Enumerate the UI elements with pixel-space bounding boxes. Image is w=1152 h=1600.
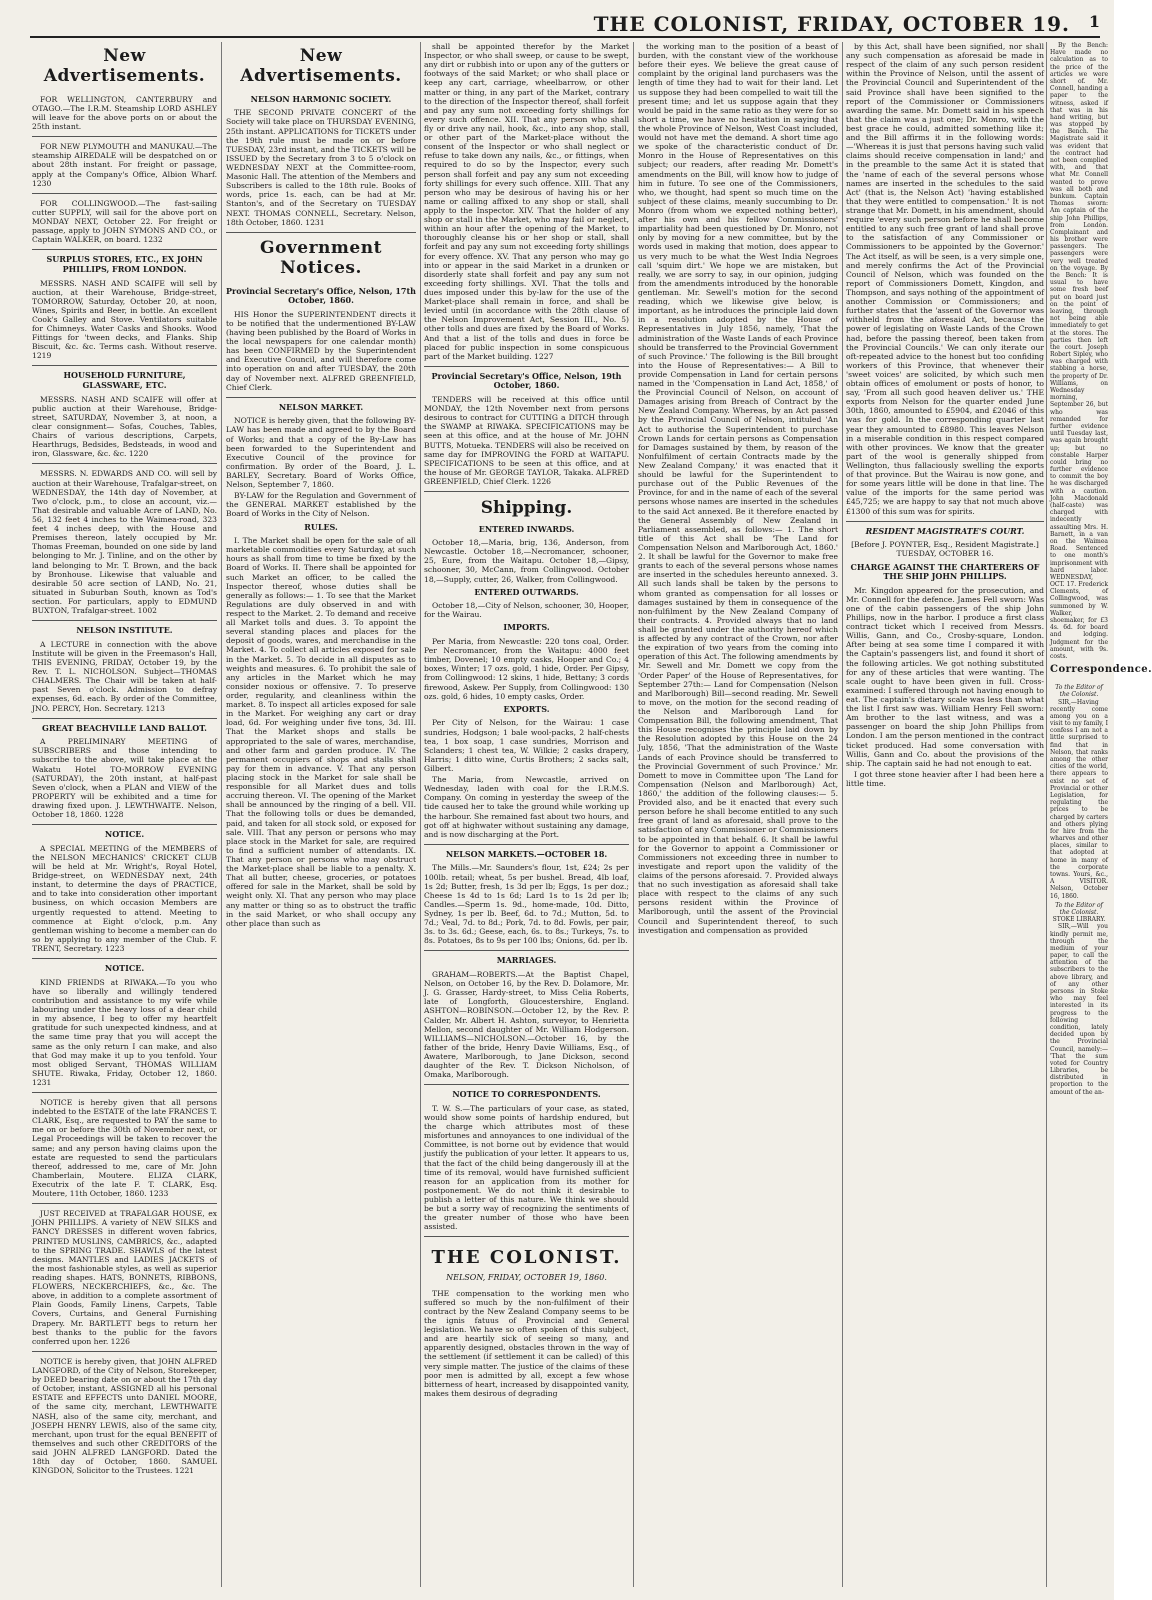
column-divider [842, 42, 843, 1587]
column-divider [1046, 42, 1047, 1587]
column-4 [638, 42, 838, 1587]
advertisement-heading: GREAT BEACHVILLE LAND BALLOT. [42, 722, 207, 733]
advertisement-heading: NELSON INSTITUTE. [76, 625, 173, 636]
letter-heading: To the Editor of the Colonist. [1055, 901, 1103, 916]
shipping-news: The Maria, from Newcastle, arrived on Wednesday, laden with coal for the I.R.M.S. Company. On coming in yesterday the sweep of the tide caused her to take the ground while working up the harbour. She remained fast about two hours, and got off at highwater without sustaining any damage, and is now discharging at the Port. [424, 775, 629, 839]
exports-list: Per City of Nelson, for the Wairau: 1 case sundries, Hodgson; 1 bale wool-packs, 2 half-chests tea, 1 box soap, 1 case sundries, Morrison and Sclanders; 1 chest tea, W. Wilkie; 2 casks drapery, Harris; 1 ditto wine, Curtis Brothers; 2 sacks salt, Gilbert. [424, 718, 629, 773]
notice-heading: Provincial Secretary's Office, Nelson, 19th October, 1860. [431, 370, 622, 391]
advertisement: A SPECIAL MEETING of the MEMBERS of the NELSON MECHANICS' CRICKET CLUB will be held at Mr. Wright's, Royal Hotel, Bridge-street, on WEDNESDAY next, 24th instant, to determine the days of PRACTICE, and to take into consideration other important business, on which occasion Members are urgently requested to attend. Meeting to commence at Eight o'clock, p.m. Any gentleman wishing to become a member can do so by applying to any member of the Club. F. TRENT, Secretary. 1223 [32, 843, 217, 954]
advertisement: MESSRS. NASH AND SCAIFE will offer at public auction at their Warehouse, Bridge-street, SATURDAY, November 3, at noon, a clear consignment— Sofas, Couches, Tables, Chairs of various descriptions, Carpets, Hearthrugs, Bedsides, Bedsteads, in wood and iron, Glassware, &c. &c. 1220 [32, 394, 217, 459]
advertisement: FOR NEW PLYMOUTH and MANUKAU.—The steamship AIREDALE will be despatched on or about 28th instant. For freight or passage, apply at the Company's Office, Albion Wharf. 1230 [32, 142, 217, 188]
advertisement-heading: NELSON HARMONIC SOCIETY. [250, 93, 392, 104]
outwards-heading: ENTERED OUTWARDS. [474, 586, 579, 597]
advertisement: MESSRS. NASH AND SCAIFE will sell by auction, at their Warehouse, Bridge-street, TOMORROW, Saturday, October 20, at noon, Wines, Spirits and Beer, in bottle. An excellent Cook's Galley and Stove. Ventilators suitable for Chimneys. Water Casks and Shooks. Wood Fittings for 'tween decks, and Flanks. Ship Biscuit, &c. &c. Terms cash. Without reserve. 1219 [32, 278, 217, 361]
court-heading: RESIDENT MAGISTRATE'S COURT. [865, 525, 1025, 536]
editorial-masthead: THE COLONIST. [431, 1247, 622, 1269]
notice-heading: Provincial Secretary's Office, Nelson, 17th October, 1860. [226, 285, 416, 306]
shipping-heading: Shipping. [480, 498, 573, 519]
tender-notice: TENDERS will be received at this office until MONDAY, the 12th November next from persons desirous to contract for CUTTING a DITCH through the SWAMP at RIWAKA. SPECIFICATIONS may be seen at this office, and at the house of Mr. JOHN BUTTS, Motueka. TENDERS will also be received on same day for IMPROVING the FORD at WAITAPU. SPECIFICATIONS to be seen at this office, and at the house of Mr. GEORGE TAYLOR, Takaka. ALFRED GREENFIELD, Chief Clerk. 1226 [424, 395, 629, 486]
column-divider [221, 42, 222, 1587]
court-subheading: [Before J. POYNTER, Esq., Resident Magistrate.] TUESDAY, OCTOBER 16. [851, 540, 1039, 559]
advertisement-heading: SURPLUS STORES, ETC., EX JOHN PHILLIPS, FROM LONDON. [46, 254, 203, 274]
advertisement: A PRELIMINARY MEETING of SUBSCRIBERS and those intending to subscribe to the above, will take place at the Wakatu Hotel TO-MORROW EVENING (SATURDAY), the 20th instant, at half-past Seven o'clock, when a PLAN and VIEW of the PROPERTY will be exhibited and a time for drawing fixed upon. J. LEWTHWAITE. Nelson, October 18, 1860. 1228 [32, 737, 217, 820]
market-heading: NELSON MARKETS.—OCTOBER 18. [445, 848, 608, 859]
section-heading: Government Notices. [260, 237, 382, 279]
court-report: Mr. Kingdon appeared for the prosecution, and Mr. Connell for the defence. James Fell sworn: Was one of the cabin passengers of the ship John Phillips, now in the harbor. I produce a first class contract ticket which I received from Messrs. Willis, Gann, and Co., Crosby-square, London. After being at sea some time I compared it with the Captain's passengers list, and found it short of the following articles. We got nothing substituted for any of these articles that were wanting. The scale ought to have been given in full. Cross-examined: I suffered through not having enough to eat. The captain's dietary scale was less than what the list I first saw was. William Henry Fell sworn: Am brother to the last witness, and was a passenger on board the ship John Phillips from London. I am the person mentioned in the contract ticket produced. Had some conversation with Willis, Gann and Co. about the provisions of the ship. The captain said he had not enough to eat. [846, 585, 1044, 768]
court-case-title: CHARGE AGAINST THE CHARTERERS OF THE SHIP JOHN PHILLIPS. [850, 561, 1040, 582]
letter-heading: To the Editor of the Colonist. [1055, 684, 1103, 699]
column-6 [1050, 42, 1152, 1587]
advertisement-heading: NOTICE. [104, 963, 145, 974]
column-3 [424, 42, 629, 1587]
section-heading: New Advertisements. [43, 46, 206, 87]
column-divider [420, 42, 421, 1587]
advertisement: FOR COLLINGWOOD.—The fast-sailing cutter SUPPLY, will sail for the above port on MONDAY NEXT, October 22. For freight or passage, apply to JOHN SYMONS AND CO., or Captain WALKER, on board. 1232 [32, 198, 217, 245]
market-prices: The Mills.—Mr. Saunders's flour, 1st, £24; 2s per 100lb. retail; wheat, 5s per bushel. Bread, 4lb loaf, 1s 2d; Butter, fresh, 1s 3d per lb; Eggs, 1s per doz.; Cheese 1s 4d to 1s 6d; Lard 1s to 1s 2d per lb; Candles.—Sperm 1s. 9d., home-made, 10d. Ditto, Sydney, 1s per lb. Beef, 6d. to 7d.; Mutton, 5d. to 7d.; Veal, 7d. to 8d.; Pork, 7d. to 8d. Fowls, per pair, 3s. to 3s. 6d.; Geese, each, 6s. to 8s.; Turkeys, 7s. to 8s. Potatoes, 8s to 9s per 100 lbs; Onions, 6d. per lb. [424, 863, 629, 946]
imports-list: Per Maria, from Newcastle: 220 tons coal, Order. Per Necromancer, from the Waitapu: 4000 feet timber, Dovenel; 10 empty casks, Hooper and Co.; 4 boxes, Winter; 17 ozs. gold, 1 hide, Order. Per Gipsy, from Collingwood: 12 skins, 1 hide, Bettany; 3 cords firewood, Askew. Per Supply, from Collingwood: 130 ozs. gold, 6 hides, 10 empty casks, Order. [424, 637, 629, 701]
masthead [30, 10, 1100, 38]
letter-subheading: STOKE LIBRARY. [1052, 916, 1106, 924]
editorial-continuation: by this Act, shall have been signified, nor shall any such compensation as aforesaid be made in respect of the claim of any such person resident within the Province of Nelson, until the assent of the Provincial Council and Superintendent of the said Province shall have been signified to the report of the Commissioner or Commissioners awarding the same. Mr. Domett said in his speech that the claim was a just one; Dr. Monro, with the best grace he could, admitted something like it; and the Bill affirms it in the following words:—'Whereas it is just that persons having such valid claims should receive compensation in land;' and in the preamble to the same Act it is stated that the 'name of each of the several persons whose names are inserted in the schedules to the said Act' (that is, the Nelson Act) 'having established that they were entitled to compensation.' It is not strange that Mr. Domett, in his amendment, should require 'every such person before he shall become entitled to any such free grant of land shall prove to the satisfaction of any Commissioner or Commissioners to be appointed by the Governor.' The Act itself, as will be seen, is a very simple one, and merely confirms the Act of the Provincial Council of Nelson, which was founded on the report of Commissioners Domett, Kingdon, and Thompson, and says nothing of the appointment of another Commission or Commissioners; and further states that the 'assent of the Governor was withheld from the aforesaid Act, because the power of legislating on Waste Lands of the Crown had, before the passing thereof, been taken from the Provincial Councils.' We can only iterate our oft-repeated advice to the honest but too confiding workers of this Province, that whenever their 'sweet voices' are solicited, by which such men obtain offices of emolument or posts of honor, to say, 'From all such good heaven deliver us.' THE exports from Nelson for the quarter ended June 30th, 1860, amounted to £5904, and £2046 of this was for gold. In the corresponding quarter last year they amounted to £8980. This leaves Nelson in a miserable condition in this respect compared with other provinces. We know that the greater part of the wool is generally shipped from Wellington, thus fallaciously swelling the exports of that province. But the Wairau is now gone, and for some years little will be done in that line. The value of the imports for the same period was £45,725; we are happy to say that not much above £1300 of this sum was for spirits. [846, 42, 1044, 516]
exports-heading: EXPORTS. [503, 703, 550, 714]
advertisement: MESSRS. N. EDWARDS AND CO. will sell by auction at their Warehouse, Trafalgar-street, on WEDNESDAY, the 14th day of November, at Two o'clock, p.m., to close an account, viz.— That desirable and valuable Acre of LAND, No. 56, 132 feet 4 inches to the Waimea-road, 323 feet 4 inches deep, with the House and Premises thereon, lately occupied by Mr. Thomas Freeman, bounded on one side by land belonging to Mr. J. Tinline, and on the other by land belonging to Mr. T. Brown, and the back by Bronhouse. Likewise that valuable and desirable 50 acre section of LAND, No. 21, situated in Suburban South, known as Tod's section. For particulars, apply to EDMUND BUXTON, Trafalgar-street. 1002 [32, 469, 217, 616]
editorial-text: THE compensation to the working men who suffered so much by the non-fulfilment of their contract by the New Zealand Company seems to be the ignis fatuus of Provincial and General legislation. We have so often spoken of this subject, and are heartily sick of seeing so many, and apparently designed, obstacles thrown in the way of the settlement (if settlement it can be called) of this very simple matter. The justice of the claims of these poor men is admitted by all, except a few whose bitterness of heart, increased by disappointed vanity, makes them desirous of degrading [424, 1288, 629, 1398]
column-5 [846, 42, 1044, 1587]
government-notice: HIS Honor the SUPERINTENDENT directs it to be notified that the undermentioned BY-LAW (having been published by the Board of Works in the local newspapers for one calendar month) has been CONFIRMED by the Superintendent and Executive Council, and will therefore come into operation on and after TUESDAY, the 20th day of November next. ALFRED GREENFIELD, Chief Clerk. [226, 309, 416, 392]
editorial-continuation: the working man to the position of a beast of burden, with the constant view of the workhouse before their eyes. We believe the great cause of complaint by the original land purchasers was the length of time they had to wait for their land. Let us suppose they had been compelled to wait till the present time; and let us suppose again that they would be paid in the same ratio as they were for so short a time, we have no hesitation in saying that the whole Province of Nelson, West Coast included, would not have met the demand. A short time ago we spoke of the characteristic conduct of Dr. Monro in the House of Representatives on this subject; our readers, after reading Mr. Domett's amendments on the Bill, will know how to judge of him in future. To see one of the Commissioners, who, we thought, had spent so much time on the subject of these claims, meanly succumbing to Dr. Monro (from whom we expected nothing better), after his own and his fellow Commissioners' impartiality had been questioned by Dr. Monro, not only by moving for a new committee, but by the words used in making that motion, does appear to us very much to be what the West India Negroes call 'squim dirt.' We hope we are mistaken, but really, we are sorry to say, in our opinion, judging from the amendments introduced by the honorable gentleman. Mr. Sewell's motion for the second reading, which we likewise give below, is important, as he introduces the principle laid down in a resolution adopted by the House of Representatives in July 1856, namely, 'That the administration of the Waste Lands of each Province should be transferred to the Provincial Government of such Province.' The following is the Bill brought into the House of Representatives:— A Bill to provide Compensation in Land for certain persons named in the 'Compensation in Land Act, 1858,' of the Provincial Council of Nelson, on account of Damages arising from Breach of Contract by the New Zealand Company. Whereas, by an Act passed by the Provincial Council of Nelson, intituled 'An Act to authorise the Superintendent to purchase Crown Lands for certain persons as Compensation for Damages sustained by them, by reason of the Nonfulfilment of certain Contracts made by the New Zealand Company,' it was enacted that it should be lawful for the Superintendent to purchase out of the Public Revenues of the Province, for and in the name of each of the several persons whose names are inserted in the schedules to the said Act annexed. Be it therefore enacted by the General Assembly of New Zealand in Parliament assembled, as follows:— 1. The short title of this Act shall be 'The Land for Compensation Nelson and Marlborough Act, 1860.' 2. It shall be lawful for the Governor to make free grants to each of the several persons whose names are inserted in the schedules hereunto annexed. 3. All such lands shall be taken by the persons to whom granted as compensation for all losses or damages sustained by them in consequence of the non-fulfilment by the New Zealand Company of their contracts. 4. Provided always that no land shall be granted under the authority hereof which is affected by any contract of the Crown, nor after the expiration of two years from the coming into operation of this Act. The following amendments by Mr. Sewell and Mr. Domett we copy from the 'Order Paper' of the House of Representatives, for September 27th:— Land for Compensation (Nelson and Marlborough) Bill—second reading. Mr. Sewell to move, on the motion for the second reading of the Nelson and Marlborough Land for Compensation Bill, the following amendment, That this House recognises the principle laid down by the Resolution adopted by this House on the 24 July, 1856, 'That the administration of the Waste Lands of each Province should be transferred to the Provincial Government of such Province.' Mr. Domett to move in Committee upon 'The Land for Compensation (Nelson and Marlborough) Act, 1860,' the addition of the following clauses:— 5. Provided also, and be it enacted that every such person before he shall become entitled to any such free grant of land as aforesaid, shall prove to the satisfaction of any Commissioner or Commissioners to be appointed in that behalf. 6. It shall be lawful for the Governor to appoint a Commissioner or Commissioners not exceeding three in number to investigate and report upon the validity of the claims of the persons aforesaid. 7. Provided always that no such investigation as aforesaid shall take place with respect to the claims of any such persons resident within the Province of Marlborough, until the assent of the Provincial Council and Superintendent thereof, to such investigation and compensation as provided [638, 42, 838, 935]
page-number: 1 [1088, 12, 1100, 31]
bylaw-title: BY-LAW for the Regulation and Government of the GENERAL MARKET established by the Board of Works in the City of Nelson. [226, 491, 416, 519]
advertisement: A LECTURE in connection with the above Institute will be given in the Freemason's Hall, THIS EVENING, FRIDAY, October 19, by the Rev. T. L. NICHOLSON. Subject—THOMAS CHALMERS. The Chair will be taken at half-past Seven o'clock. Admission to defray expenses, 6d. each. By order of the Committee, JNO. PERCY, Hon. Secretary. 1213 [32, 639, 217, 713]
advertisement-heading: NOTICE. [104, 829, 145, 840]
imports-heading: IMPORTS. [503, 622, 550, 633]
section-heading: New Advertisements. [240, 46, 402, 87]
advertisement: NOTICE is hereby given that all persons indebted to the ESTATE of the late FRANCES T. CLARK, Esq., are requested to PAY the same to me on or before the 30th of November next, or Legal Proceedings will be taken to recover the same; and any person having claims upon the estate are requested to send the particulars thereof, addressed to me, care of Mr. John Chamberlain, Moutere. ELIZA CLARK, Executrix of the late F. T. CLARK, Esq. Moutere, 11th October, 1860. 1233 [32, 1098, 217, 1199]
advertisement: FOR WELLINGTON, CANTERBURY and OTAGO.—The I.R.M. Steamship LORD ASHLEY will leave for the above ports on or about the 25th instant. [32, 94, 217, 132]
court-report-continuation: By the Bench: Have made no calculation as to the price of the articles we were short of. Mr. Connell, handing a paper to the witness, asked if that was in his hand writing, but was stopped by the Bench. The Magistrate said it was evident that the contract had not been complied with, and that what Mr. Connell wanted to prove was all both and bunkum. Captain Thomas sworn: Am captain of the ship John Phillips, from London. Complainant and his brother were passengers. The passengers were very well treated on the voyage. By the Bench: It is usual to have some fresh beef put on board just on the point of leaving, through not being able immediately to get at the stores. The parties then left the court. Joseph Robert Sipley, who was charged with stabbing a horse, the property of Dr. Williams, on Wednesday morning, September 26, but who was remanded for further evidence until Tuesday last, was again brought up; but no constable Harper could bring no further evidence to commit the boy he was discharged with a caution. John Macdonald (half-caste) was charged with indecently assaulting Mrs. H. Barnett, in a van on the Waimea Road. Sentenced to one month's imprisonment with hard labor. WEDNESDAY, OCT. 17. Frederick Clements, of Collingwood, was summoned by W. Walker, shoemaker, for £3 4s. 6d. for board and lodging. Judgment for the amount, with 9s. costs. [1050, 42, 1108, 660]
column-2 [226, 42, 416, 1587]
outwards-list: October 18,—City of Nelson, schooner, 30, Hooper, for the Wairau. [424, 601, 629, 620]
advertisement: NOTICE is hereby given, that JOHN ALFRED LANGFORD, of the City of Nelson, Storekeeper, by DEED bearing date on or about the 17th day of October, instant, ASSIGNED all his personal ESTATE and EFFECTS unto DANIEL MOORE, of the same city, merchant, LEWTHWAITE NASH, also of the same city, merchant, and JOSEPH HENRY LEWIS, also of the same city, merchant, upon trust for the equal BENEFIT of themselves and such other CREDITORS of the said JOHN ALFRED LANGFORD. Dated the 18th day of October, 1860. SAMUEL KINGDON, Solicitor to the Trustees. 1221 [32, 1356, 217, 1476]
column-divider [633, 42, 634, 1587]
letter-text: SIR,—Will you kindly permit me, through the medium of your paper, to call the attention of the subscribers to the above library, and of any other persons in Stoke who may feel interested in its progress to the following condition, lately decided upon by the Provincial Council, namely:— 'That the sum voted for Country Libraries, be distributed in proportion to the amount of the an- [1050, 923, 1108, 1096]
rules-heading: RULES. [304, 521, 338, 532]
column-1 [32, 42, 217, 1587]
marriages-list: GRAHAM—ROBERTS.—At the Baptist Chapel, Nelson, on October 16, by the Rev. D. Dolamore, Mr. J. G. Grasser, Hardy-street, to Miss Celia Roberts, late of Longforth, Gloucestershire, England. ASHTON—ROBINSON.—October 12, by the Rev. P. Calder, Mr. Albert H. Ashton, surveyor, to Henrietta Mellon, second daughter of Mr. William Hodgerson. WILLIAMS—NICHOLSON.—October 16, by the father of the bride, Henry Davie Williams, Esq., of Awatere, Marlborough, to Jane Dickson, second daughter of the Rev. T. Dickson Nicholson, of Omaka, Marlborough. [424, 970, 629, 1080]
advertisement: THE SECOND PRIVATE CONCERT of the Society will take place on THURSDAY EVENING, 25th instant. APPLICATIONS for TICKETS under the 19th rule must be made on or before TUESDAY, 23rd instant, and the TICKETS will be ISSUED by the Secretary from 3 to 5 o'clock on WEDNESDAY NEXT at the Committee-room, Masonic Hall. The attention of the Members and Subscribers is called to the 18th rule. Books of words, price 1s. each, can be had at Mr. Stanton's, and of the Secretary on TUESDAY NEXT. THOMAS CONNELL, Secretary. Nelson, 18th October, 1860. 1231 [226, 108, 416, 227]
marriages-heading: MARRIAGES. [496, 955, 557, 966]
rules-text: I. The Market shall be open for the sale of all marketable commodities every Saturday, at such hours as shall from time to time be fixed by the Board of Works. II. There shall be appointed for such Market an officer, to be called the Inspector thereof, whose duties shall be generally as follows:— 1. To see that the Market Regulations are duly observed in and with respect to the Market. 2. To demand and receive all Market tolls and dues. 3. To appoint the several standing places and places for the deposit of goods, wares, and merchandise in the Market. 4. To collect all articles exposed for sale in the Market. 5. To decide in all disputes as to weights and measures. 6. To prohibit the sale of any articles in the Market which he may consider noxious or offensive. 7. To preserve order, regularity, and cleanliness within the market. 8. To inspect all articles exposed for sale in the Market. For weighing any cart or dray load, 6d. For weighing under five tons, 3d. III. That the Market shops and stalls be appropriated to the sale of wares, merchandise, and other farm and garden produce. IV. The permanent occupiers of shops and stalls shall pay for them in advance. V. That any person placing stock in the Market for sale shall be responsible for all Market dues and tolls accruing thereon. VI. The opening of the Market shall be announced by the ringing of a bell. VII. That the following tolls or dues be demanded, paid, and taken for all stock sold, or exposed for sale. VIII. That any person or persons who may place stock in the Market for sale, are required to find a sufficient number of attendants. IX. That any person or persons who may obstruct the Market-place shall be liable to a penalty. X. That all butter, cheese, groceries, or potatoes offered for sale in the Market, shall be sold by weight only. XI. That any person who may place any matter or thing so as to obstruct the traffic in the said Market, or who shall occupy any other place than such as [226, 536, 416, 928]
correspondence-heading: Correspondence. [1050, 664, 1152, 676]
government-notice: NOTICE is hereby given, that the following BY-LAW has been made and agreed to by the Board of Works; and that a copy of the By-Law has been forwarded to the Superintendent and Executive Council of the province for confirmation. By order of the Board, J. L. BARLEY, Secretary. Board of Works Office, Nelson, September 7, 1860. [226, 416, 416, 490]
court-report-end: I got three stone heavier after I had been here a little time. [846, 769, 1044, 788]
rules-continuation: shall be appointed therefor by the Market Inspector, or who shall sweep, or cause to be swept, any dirt or rubbish into or upon any of the gutters or footways of the said Market; or who shall place or keep any cart, carriage, wheelbarrow, or other matter or thing, in any part of the Market, contrary to the direction of the Inspector thereof, shall forfeit and pay any sum not exceeding forty shillings for every such offence. XII. That any person who shall fly or drive any nail, hook, &c., into any shop, stall, or other part of the Market-place without the consent of the Inspector or who shall neglect or refuse to take down any nails, &c., or fittings, when required to do so by the Inspector, every such person shall forfeit and pay any sum not exceeding forty shillings for every such offence. XIII. That any person who may be desirous of having his or her name or calling affixed to any shop or stall, shall apply to the Inspector. XIV. That the holder of any shop or stall in the Market, who may fail or neglect, within an hour after the opening of the Market, to thoroughly cleanse his or her shop or stall, shall forfeit and pay any sum not exceeding forty shillings for every offence. XV. That any person who may go into or appear in the said Market in a drunken or disorderly state shall forfeit and pay any sum not exceeding forty shillings. XVI. That the tolls and dues imposed under this by-law for the use of the Market-place shall remain in force, and shall be levied until (in accordance with the 28th clause of the Nelson Improvement Act, Session III., No. 5) other tolls and dues are fixed by the Board of Works. And that a list of the tolls and dues in force be placed for public inspection in some conspicuous part of the Market building. 1227 [424, 42, 629, 361]
advertisement-heading: HOUSEHOLD FURNITURE, GLASSWARE, ETC. [63, 370, 186, 391]
inwards-heading: ENTERED INWARDS. [478, 523, 575, 534]
masthead-title: THE COLONIST, FRIDAY, OCTOBER 19. [593, 12, 1070, 36]
notice-heading: NELSON MARKET. [278, 401, 364, 412]
correspondents-notice: T. W. S.—The particulars of your case, as stated, would show some points of hardship endured, but the charge which attributes most of these misfortunes and annoyances to one individual of the Committee, is not borne out by evidence that would justify the publication of your letter. It appears to us, that the fact of the child being dangerously ill at the time of its removal, would have furnished sufficient reason for an application from its mother for postponement. We do not think it desirable to publish a letter of this nature. We think we should be but a sorry way of recognizing the sentiments of the greater number of those who have been assisted. [424, 1103, 629, 1232]
correspondents-heading: NOTICE TO CORRESPONDENTS. [452, 1089, 601, 1100]
advertisement: JUST RECEIVED at TRAFALGAR HOUSE, ex JOHN PHILLIPS. A variety of NEW SILKS and FANCY DRESSES in different woven fabrics, PRINTED MUSLINS, CAMBRICS, &c., adapted to the SPRING TRADE. SHAWLS of the latest designs. MANTLES and LADIES JACKETS of the most fashionable styles, as well as superior reading shapes. HATS, BONNETS, RIBBONS, FLOWERS, NECKERCHIEFS, &c., &c. The above, in addition to a complete assortment of Plain Goods, Family Linens, Carpets, Table Covers, Curtains, and General Furnishing Drapery. Mr. BARTLETT begs to return her best thanks to the public for the favors conferred upon her. 1226 [32, 1209, 217, 1346]
inwards-list: October 18,—Maria, brig, 136, Anderson, from Newcastle. October 18,—Necromancer, schooner, 25, Eure, from the Waitapu. October 18,—Gipsy, schooner, 30, McCann, from Collingwood. October 18,—Supply, cutter, 26, Walker, from Collingwood. [424, 538, 629, 584]
editorial-dateline: NELSON, FRIDAY, OCTOBER 19, 1860. [446, 1273, 607, 1283]
letter-text: SIR,—Having recently come among you on a visit to my family, I confess I am not a little surprised to find that in Nelson, that ranks among the other cities of the world, there appears to exist no set of Provincial or other Legislation, for regulating the prices to be charged by carters and others plying for hire from the wharves and other places, similar to that adopted at home in many of the corporate towns. Yours, &c., A VISITOR. Nelson, October 16, 1860. [1050, 698, 1108, 900]
advertisement: KIND FRIENDS at RIWAKA.—To you who have so liberally and willingly tendered contribution and assistance to my wife while labouring under the heavy loss of a dear child in my absence, I beg to offer my heartfelt gratitude for such unexpected kindness, and at the same time pray that you will accept the same as the only return I can make, and also that God may make it up to you tenfold. Your most obliged Servant, THOMAS WILLIAM SHUTE. Riwaka, Friday, October 12, 1860. 1231 [32, 977, 217, 1087]
